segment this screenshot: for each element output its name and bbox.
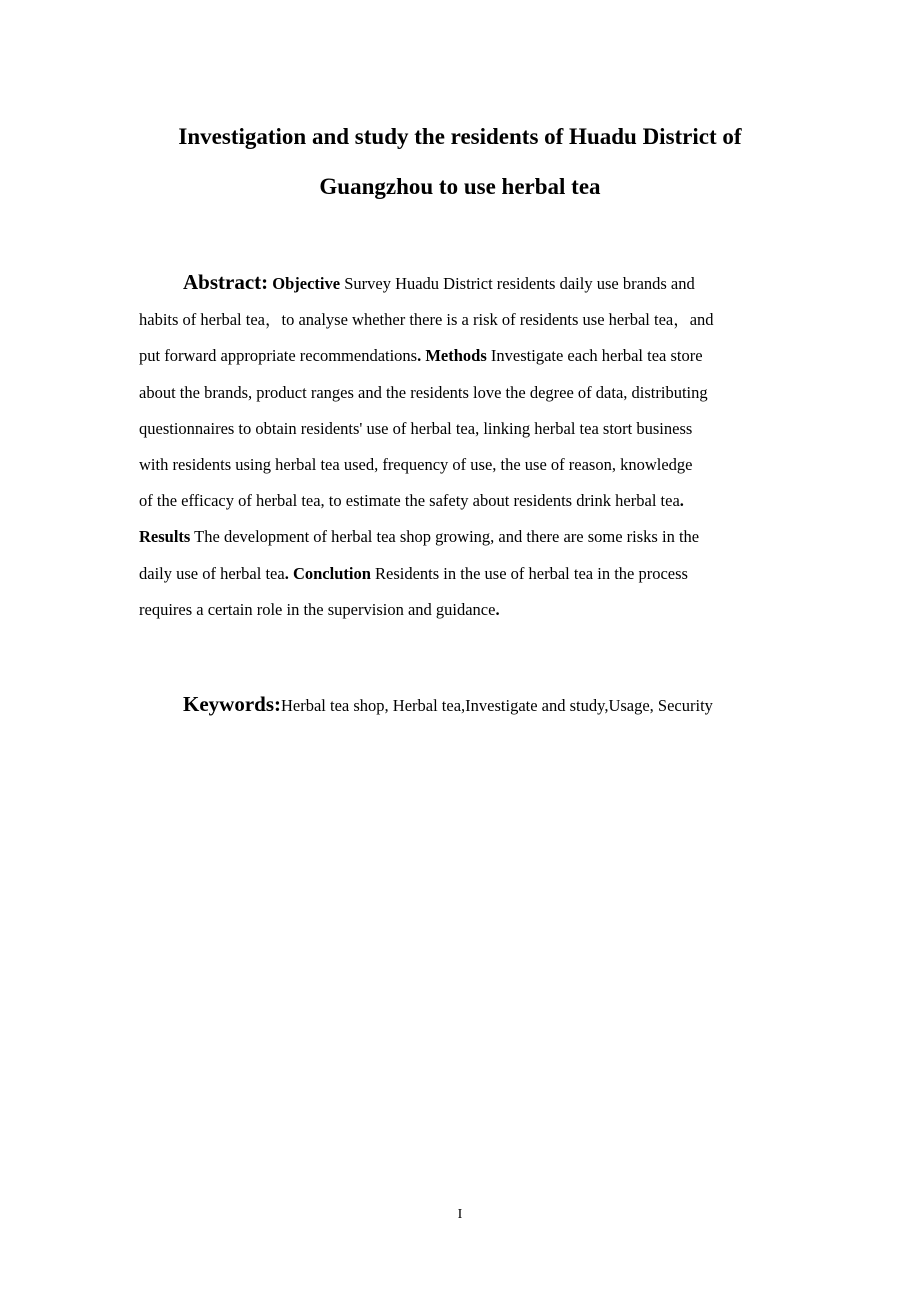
abstract-line bbox=[139, 556, 789, 592]
bold-period: . bbox=[679, 491, 684, 511]
keywords-heading: Keywords: bbox=[183, 692, 281, 716]
title-line-2: Guangzhou to use herbal tea bbox=[319, 174, 601, 199]
methods-label: Methods bbox=[421, 346, 487, 366]
abstract-line: with residents using herbal tea used, frequency of use, the use of reason, knowledge bbox=[139, 455, 693, 475]
abstract-line bbox=[139, 264, 789, 302]
conclusion-label: Conclution bbox=[288, 563, 371, 583]
line-text: Investigate each herbal tea store bbox=[486, 346, 703, 366]
bold-period: . bbox=[417, 346, 422, 366]
line-text: of the efficacy of herbal tea, to estimate the safety about residents drink herbal tea bbox=[139, 491, 680, 511]
abstract-paragraph bbox=[139, 264, 789, 628]
abstract-heading: Abstract: bbox=[183, 270, 269, 294]
abstract-line bbox=[139, 592, 789, 628]
keywords-text: Herbal tea shop, Herbal tea,Investigate and study,Usage, Security bbox=[281, 696, 713, 715]
abstract-line: habits of herbal tea，to analyse whether there is a risk of residents use herbal tea，and bbox=[139, 310, 714, 330]
keywords-line bbox=[183, 686, 863, 724]
page-title bbox=[100, 112, 820, 212]
abstract-line bbox=[139, 483, 789, 519]
bold-period: . bbox=[495, 599, 500, 619]
abstract-line bbox=[139, 338, 789, 374]
line-text: requires a certain role in the supervision and guidance bbox=[139, 599, 496, 619]
objective-text: Survey Huadu District residents daily use brands and bbox=[340, 274, 695, 293]
results-label: Results bbox=[139, 527, 191, 547]
abstract-line bbox=[139, 519, 789, 555]
line-text: put forward appropriate recommendations bbox=[139, 346, 418, 366]
page-number: I bbox=[457, 1207, 463, 1222]
title-line-1: Investigation and study the residents of Huadu District of bbox=[178, 124, 742, 149]
abstract-line: questionnaires to obtain residents' use of herbal tea, linking herbal tea stort business bbox=[139, 418, 693, 438]
objective-label: Objective bbox=[272, 274, 341, 293]
line-text: daily use of herbal tea bbox=[139, 563, 285, 583]
bold-period: . bbox=[284, 563, 289, 583]
line-text: The development of herbal tea shop growing, and there are some risks in the bbox=[190, 527, 700, 547]
line-text: Residents in the use of herbal tea in the process bbox=[370, 563, 688, 583]
abstract-line: about the brands, product ranges and the residents love the degree of data, distributing bbox=[139, 382, 708, 402]
